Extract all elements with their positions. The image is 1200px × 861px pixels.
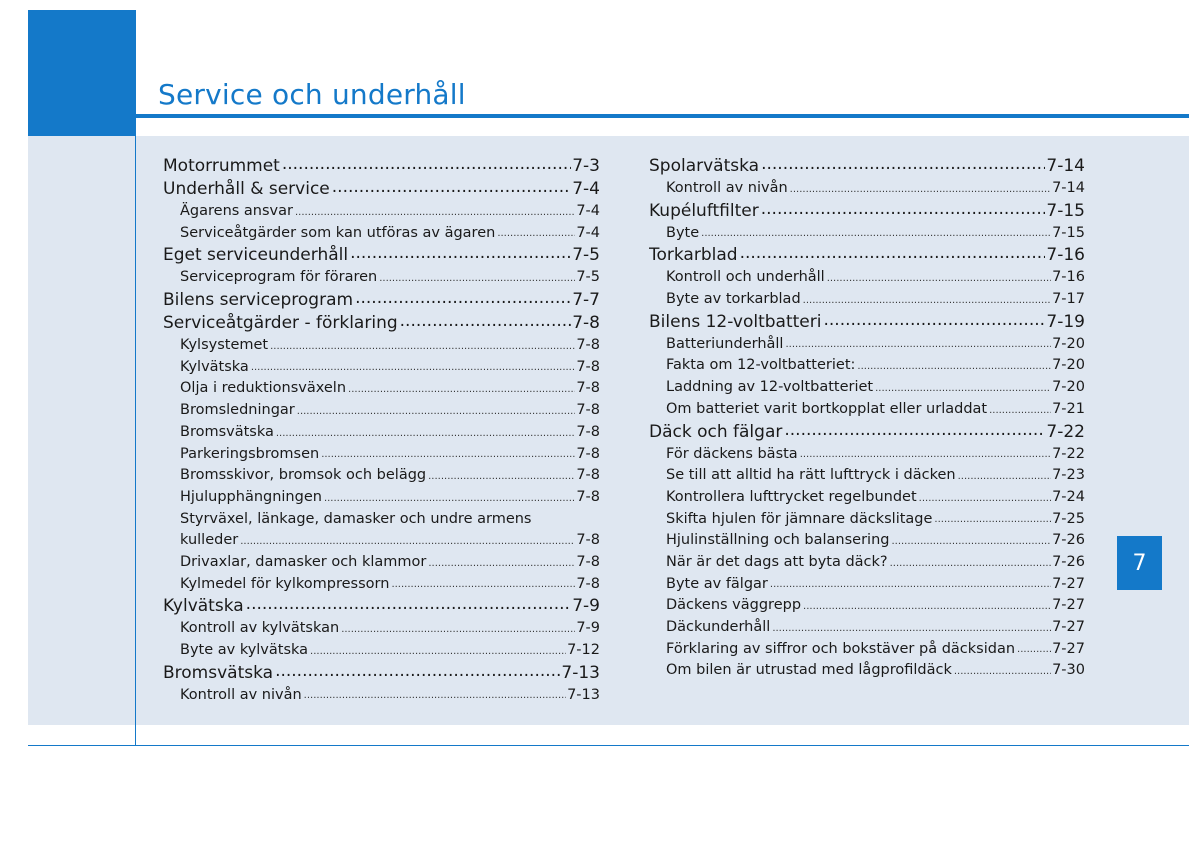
toc-entry-label: Däck och fälgar <box>649 421 783 442</box>
toc-entry-label: Bilens 12-voltbatteri <box>649 311 822 332</box>
margin-rule <box>135 136 136 746</box>
toc-page-number: 7-14 <box>1046 156 1085 176</box>
toc-subentry[interactable] <box>649 660 1085 682</box>
toc-page-number: 7-23 <box>1052 467 1085 484</box>
toc-entry[interactable] <box>649 244 1085 267</box>
toc-subentry[interactable] <box>163 552 600 574</box>
toc-page-number: 7-5 <box>576 269 600 286</box>
toc-entry-label: Skifta hjulen för jämnare däckslitage <box>666 510 933 527</box>
toc-page-number: 7-8 <box>576 445 600 462</box>
toc-page-number: 7-8 <box>576 488 600 505</box>
toc-subentry[interactable] <box>163 574 600 596</box>
toc-page-number: 7-20 <box>1052 357 1085 374</box>
toc-page-number: 7-8 <box>576 423 600 440</box>
toc-page-number: 7-8 <box>576 402 600 419</box>
dot-leader <box>245 595 572 618</box>
toc-page-number: 7-20 <box>1052 379 1085 396</box>
toc-entry-label: Byte av torkarblad <box>666 291 801 308</box>
toc-column-right <box>649 155 1085 682</box>
toc-subentry[interactable] <box>649 617 1085 639</box>
dot-leader <box>296 400 576 422</box>
toc-entry-label: Om bilen är utrustad med lågprofildäck <box>666 662 952 679</box>
toc-entry-label: Motorrummet <box>163 156 280 176</box>
toc-subentry[interactable] <box>163 201 600 223</box>
dot-leader <box>783 421 1045 444</box>
toc-page-number: 7-8 <box>576 358 600 375</box>
toc-page-number: 7-8 <box>576 380 600 397</box>
toc-page-number: 7-26 <box>1052 553 1085 570</box>
toc-entry-label: Laddning av 12-voltbatteriet <box>666 379 874 396</box>
dot-leader <box>323 487 575 509</box>
dot-leader <box>889 552 1051 574</box>
toc-subentry[interactable] <box>649 552 1085 574</box>
dot-leader <box>309 640 566 662</box>
toc-entry-label: Eget serviceunderhåll <box>163 245 349 266</box>
toc-entry-label: Kontrollera lufttrycket regelbundet <box>666 488 917 505</box>
toc-page-number: 7-27 <box>1052 640 1085 657</box>
dot-leader <box>918 487 1051 509</box>
toc-entry-label: Torkarblad <box>649 245 738 266</box>
toc-entry[interactable] <box>163 178 600 201</box>
toc-entry-label: Byte <box>666 224 700 241</box>
toc-subentry[interactable] <box>163 640 600 662</box>
dot-leader <box>269 335 575 357</box>
toc-page-number: 7-15 <box>1052 224 1085 241</box>
toc-page-number: 7-8 <box>572 313 600 334</box>
dot-leader <box>856 355 1051 377</box>
toc-page-number: 7-25 <box>1052 510 1085 527</box>
dot-leader <box>354 289 571 312</box>
dot-leader <box>320 444 575 466</box>
toc-entry[interactable] <box>163 312 600 335</box>
toc-entry-label: Serviceprogram för föraren <box>180 269 378 286</box>
dot-leader <box>378 267 575 289</box>
toc-entry-label: Kylvätska <box>180 358 249 375</box>
bottom-rule <box>28 745 1189 746</box>
toc-entry-label: Serviceåtgärder - förklaring <box>163 313 398 334</box>
toc-page-number: 7-27 <box>1052 575 1085 592</box>
toc-entry-label: Bromsledningar <box>180 402 295 419</box>
toc-entry-label: Kylmedel för kylkompressorn <box>180 575 390 592</box>
dot-leader <box>760 200 1046 223</box>
toc-page-number: 7-8 <box>576 467 600 484</box>
toc-entry[interactable] <box>163 155 600 178</box>
dot-leader <box>331 178 571 201</box>
toc-subentry[interactable] <box>163 378 600 400</box>
toc-entry[interactable] <box>163 289 600 312</box>
dot-leader <box>427 465 575 487</box>
dot-leader <box>822 311 1045 334</box>
toc-subentry[interactable] <box>163 400 600 422</box>
toc-page-number: 7-21 <box>1052 400 1085 417</box>
toc-entry-label-line: Styrväxel, länkage, damasker och undre armens <box>180 510 532 527</box>
toc-subentry[interactable] <box>163 223 600 245</box>
toc-subentry[interactable] <box>649 178 1085 200</box>
toc-page-number: 7-27 <box>1052 619 1085 635</box>
toc-subentry[interactable] <box>649 574 1085 596</box>
toc-subentry[interactable] <box>649 289 1085 311</box>
toc-entry-label: Däckunderhåll <box>666 619 771 635</box>
toc-page-number: 7-16 <box>1046 245 1085 266</box>
toc-subentry[interactable] <box>163 444 600 466</box>
toc-subentry[interactable] <box>649 334 1085 356</box>
dot-leader <box>340 618 575 640</box>
toc-subentry[interactable] <box>163 618 600 640</box>
toc-entry-label: Kupéluftfilter <box>649 200 759 221</box>
dot-leader <box>826 267 1051 289</box>
toc-entry-label: Serviceåtgärder som kan utföras av ägaren <box>180 224 496 241</box>
toc-page-number: 7-8 <box>576 575 600 592</box>
toc-page-number: 7-26 <box>1052 532 1085 549</box>
toc-entry-label: Kontroll av nivån <box>666 180 788 196</box>
toc-entry[interactable] <box>649 200 1085 223</box>
toc-page-number: 7-8 <box>576 337 600 354</box>
toc-page-number: 7-5 <box>572 245 600 266</box>
toc-entry-label: Drivaxlar, damasker och klammor <box>180 553 427 570</box>
toc-entry[interactable] <box>649 155 1085 178</box>
toc-entry-label: Kontroll av nivån <box>180 686 302 703</box>
dot-leader <box>496 223 575 245</box>
page-title: Service och underhåll <box>158 78 466 111</box>
toc-entry-label: Batteriunderhåll <box>666 335 784 352</box>
dot-leader <box>239 530 575 552</box>
toc-page-number: 7-7 <box>572 290 600 311</box>
toc-subentry[interactable] <box>163 357 600 379</box>
dot-leader <box>303 685 566 707</box>
toc-entry-label: Däckens väggrepp <box>666 597 802 614</box>
dot-leader <box>250 357 576 379</box>
dot-leader <box>427 552 575 574</box>
dot-leader <box>874 377 1051 399</box>
toc-subentry[interactable] <box>649 465 1085 487</box>
toc-subentry[interactable] <box>649 530 1085 552</box>
toc-entry-label: Ägarens ansvar <box>180 203 293 219</box>
dot-leader <box>760 155 1045 178</box>
dot-leader <box>802 595 1051 617</box>
toc-page-number: 7-27 <box>1052 597 1085 614</box>
toc-page-number: 7-16 <box>1052 269 1085 286</box>
toc-entry-label: Se till att alltid ha rätt lufttryck i däcken <box>666 467 956 484</box>
dot-leader <box>988 399 1051 421</box>
toc-entry-label: För däckens bästa <box>666 445 798 462</box>
toc-subentry[interactable] <box>649 595 1085 617</box>
toc-subentry[interactable] <box>649 355 1085 377</box>
dot-leader <box>281 155 571 178</box>
dot-leader <box>390 574 575 596</box>
toc-page-number: 7-20 <box>1052 335 1085 352</box>
dot-leader <box>349 244 571 267</box>
dot-leader <box>784 334 1051 356</box>
toc-entry-label: Bromsvätska <box>180 423 274 440</box>
title-underline <box>136 114 1189 118</box>
toc-page-number: 7-3 <box>572 156 600 176</box>
toc-entry-label: Kylsystemet <box>180 337 269 354</box>
dot-leader <box>799 444 1051 466</box>
toc-entry-label: Underhåll & service <box>163 179 330 199</box>
dot-leader <box>957 465 1051 487</box>
chapter-tab[interactable]: 7 <box>1117 536 1162 590</box>
toc-entry-label: Hjulinställning och balansering <box>666 532 890 549</box>
toc-entry-label: Kontroll av kylvätskan <box>180 620 340 637</box>
toc-entry-label: Hjulupphängningen <box>180 488 322 505</box>
toc-page-number: 7-14 <box>1052 180 1085 196</box>
toc-subentry[interactable] <box>163 422 600 444</box>
toc-subentry[interactable] <box>649 223 1085 245</box>
dot-leader <box>933 509 1051 531</box>
toc-page-number: 7-13 <box>561 662 600 683</box>
toc-entry[interactable] <box>649 421 1085 444</box>
toc-page-number: 7-9 <box>576 620 600 637</box>
toc-entry-label: Parkeringsbromsen <box>180 445 320 462</box>
toc-entry-label: kulleder <box>180 532 239 549</box>
toc-subentry[interactable] <box>163 530 600 552</box>
toc-subentry[interactable] <box>649 509 1085 531</box>
toc-entry[interactable] <box>163 662 600 685</box>
toc-page-number: 7-24 <box>1052 488 1085 505</box>
dot-leader <box>275 422 575 444</box>
toc-entry-label: Kontroll och underhåll <box>666 269 825 286</box>
dot-leader <box>294 201 575 223</box>
dot-leader <box>739 244 1046 267</box>
toc-page-number: 7-30 <box>1052 662 1085 679</box>
toc-entry[interactable] <box>649 311 1085 334</box>
toc-page-number: 7-4 <box>576 224 600 241</box>
toc-page-number: 7-22 <box>1046 421 1085 442</box>
toc-entry-label: Bromsskivor, bromsok och belägg <box>180 467 427 484</box>
dot-leader <box>399 312 572 335</box>
toc-page-number: 7-15 <box>1046 200 1085 221</box>
dot-leader <box>769 574 1051 596</box>
dot-leader <box>347 378 575 400</box>
toc-page-number: 7-13 <box>567 686 600 703</box>
dot-leader <box>890 530 1051 552</box>
toc-entry-label: Olja i reduktionsväxeln <box>180 380 347 397</box>
toc-subentry[interactable] <box>649 399 1085 421</box>
toc-entry-label: Fakta om 12-voltbatteriet: <box>666 357 856 374</box>
toc-page-number: 7-9 <box>572 596 600 617</box>
toc-entry-label: Byte av kylvätska <box>180 642 309 658</box>
toc-entry[interactable] <box>163 595 600 618</box>
toc-subentry[interactable] <box>649 639 1085 661</box>
toc-subentry[interactable] <box>649 444 1085 466</box>
dot-leader <box>953 660 1051 682</box>
toc-page-number: 7-4 <box>576 203 600 219</box>
toc-page-number: 7-17 <box>1052 291 1085 308</box>
toc-entry-label: Byte av fälgar <box>666 575 768 592</box>
toc-entry-label: Bilens serviceprogram <box>163 290 354 311</box>
toc-subentry[interactable] <box>163 465 600 487</box>
toc-subentry[interactable] <box>649 487 1085 509</box>
toc-page-number: 7-8 <box>576 532 600 549</box>
toc-subentry[interactable] <box>163 335 600 357</box>
chapter-color-block <box>28 10 136 136</box>
toc-entry-label: Förklaring av siffror och bokstäver på däcksidan <box>666 640 1016 657</box>
toc-column-left <box>163 155 600 706</box>
dot-leader <box>802 289 1051 311</box>
toc-subentry[interactable] <box>649 267 1085 289</box>
toc-page-number: 7-4 <box>572 179 600 199</box>
dot-leader <box>1016 639 1051 661</box>
toc-entry-label: Kylvätska <box>163 596 244 617</box>
dot-leader <box>771 617 1051 639</box>
dot-leader <box>700 223 1051 245</box>
dot-leader <box>274 662 560 685</box>
toc-subentry[interactable] <box>163 267 600 289</box>
dot-leader <box>789 178 1051 200</box>
toc-page-number: 7-22 <box>1052 445 1085 462</box>
toc-entry[interactable] <box>163 244 600 267</box>
toc-entry-label: Spolarvätska <box>649 156 760 176</box>
toc-entry-label: Om batteriet varit bortkopplat eller urladdat <box>666 400 988 417</box>
toc-page-number: 7-12 <box>567 642 600 658</box>
toc-subentry[interactable] <box>163 685 600 707</box>
toc-entry-label: Bromsvätska <box>163 662 274 683</box>
toc-entry-label: När är det dags att byta däck? <box>666 553 888 570</box>
toc-page-number: 7-19 <box>1046 311 1085 332</box>
toc-subentry[interactable] <box>649 377 1085 399</box>
toc-subentry[interactable] <box>163 487 600 509</box>
toc-page-number: 7-8 <box>576 553 600 570</box>
